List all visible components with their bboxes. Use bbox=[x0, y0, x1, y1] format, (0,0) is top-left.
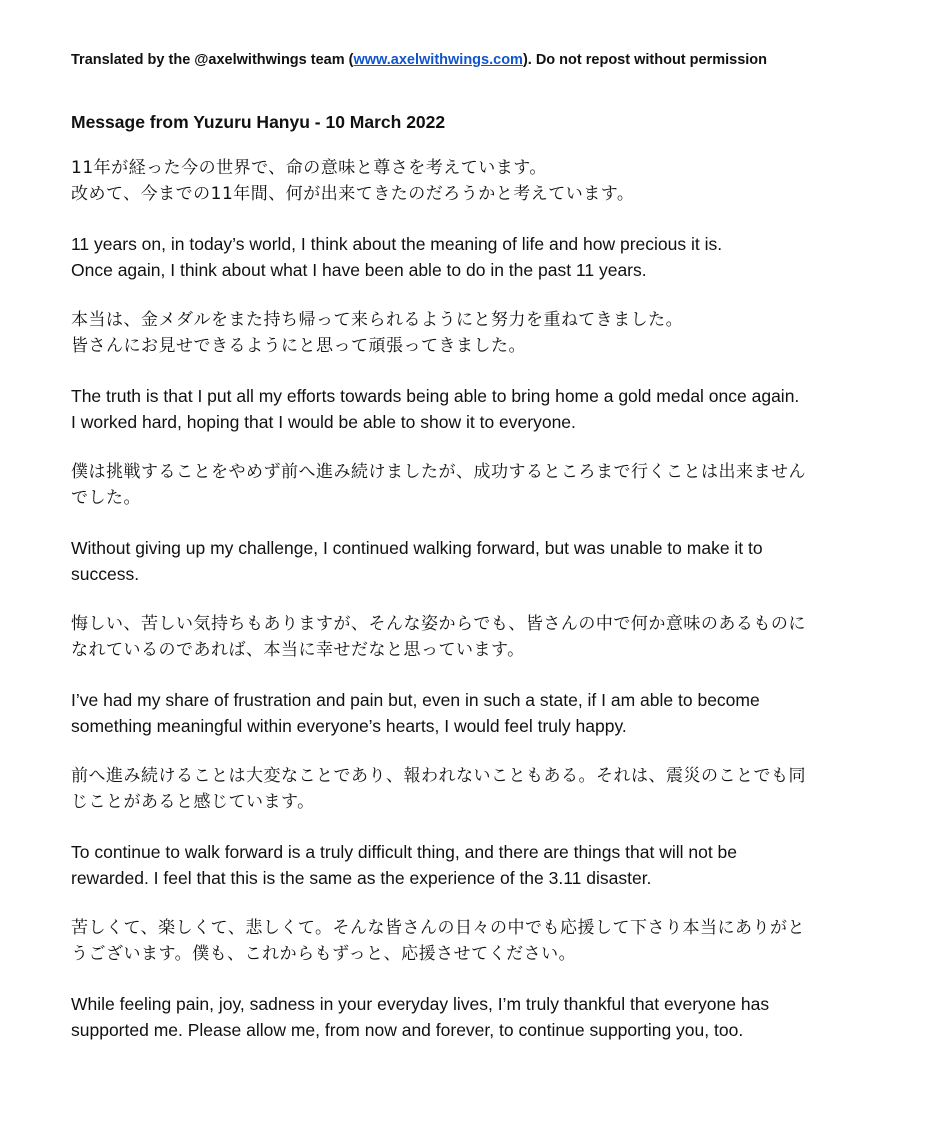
paragraph-line: うございます。僕も、これからもずっと、応援させてください。 bbox=[71, 943, 577, 964]
english-paragraph bbox=[71, 232, 891, 283]
paragraph-line: Once again, I think about what I have been able to do in the past 11 years. bbox=[71, 259, 647, 280]
paragraph-line: 本当は、金メダルをまた持ち帰って来られるようにと努力を重ねてきました。 bbox=[71, 310, 684, 330]
paragraph-line: なれているのであれば、本当に幸せだなと思っています。 bbox=[71, 639, 525, 660]
paragraph-line: 僕は挑戦することをやめず前へ進み続けましたが、成功するところまで行くことは出来ません bbox=[71, 462, 806, 482]
paragraph-line: rewarded. I feel that this is the same as the experience of the 3.11 disaster. bbox=[71, 867, 652, 888]
paragraph-line: Without giving up my challenge, I continued walking forward, but was unable to make it to bbox=[71, 538, 763, 558]
paragraph-line: The truth is that I put all my efforts towards being able to bring home a gold medal once again. bbox=[71, 386, 800, 406]
paragraph-line: 改めて、今までの11年間、何が出来てきたのだろうかと考えています。 bbox=[71, 183, 635, 204]
paragraph-line: While feeling pain, joy, sadness in your everyday lives, I’m truly thankful that everyone has bbox=[71, 994, 770, 1014]
japanese-paragraph bbox=[71, 308, 891, 359]
credit-prefix: Translated by the @axelwithwings team ( bbox=[71, 52, 354, 68]
english-paragraph bbox=[71, 688, 891, 739]
paragraph-line: I’ve had my share of frustration and pain but, even in such a state, if I am able to become bbox=[71, 690, 760, 710]
english-paragraph bbox=[71, 384, 891, 435]
document-page bbox=[71, 50, 891, 1043]
paragraph-line: something meaningful within everyone’s hearts, I would feel truly happy. bbox=[71, 715, 627, 736]
paragraph-line: I worked hard, hoping that I would be able to show it to everyone. bbox=[71, 411, 576, 432]
japanese-paragraph bbox=[71, 612, 891, 663]
japanese-paragraph bbox=[71, 156, 891, 207]
japanese-paragraph bbox=[71, 460, 891, 511]
english-paragraph bbox=[71, 536, 891, 587]
japanese-paragraph bbox=[71, 916, 891, 967]
credit-suffix: ). Do not repost without permission bbox=[522, 52, 768, 68]
paragraph-line: To continue to walk forward is a truly difficult thing, and there are things that will not be bbox=[71, 842, 738, 862]
paragraph-line: 悔しい、苦しい気持ちもありますが、そんな姿からでも、皆さんの中で何か意味のあるものに bbox=[71, 614, 806, 634]
message-title: Message from Yuzuru Hanyu - 10 March 2022 bbox=[71, 112, 446, 132]
paragraph-line: success. bbox=[71, 563, 140, 584]
paragraph-line: 11年が経った今の世界で、命の意味と尊さを考えています。 bbox=[71, 158, 547, 178]
translation-credit bbox=[71, 50, 891, 70]
paragraph-line: じことがあると感じています。 bbox=[71, 791, 315, 812]
paragraph-line: でした。 bbox=[71, 487, 141, 508]
paragraph-line: 前へ進み続けることは大変なことであり、報われないこともある。それは、震災のことでも同 bbox=[71, 766, 806, 786]
paragraph-line: 皆さんにお見せできるようにと思って頑張ってきました。 bbox=[71, 335, 526, 356]
paragraph-line: 11 years on, in today’s world, I think about the meaning of life and how precious it is. bbox=[71, 234, 723, 254]
paragraph-line: supported me. Please allow me, from now and forever, to continue supporting you, too. bbox=[71, 1019, 744, 1040]
paragraph-line: 苦しくて、楽しくて、悲しくて。そんな皆さんの日々の中でも応援して下さり本当にありがと bbox=[71, 918, 805, 938]
website-link[interactable]: www.axelwithwings.com bbox=[353, 52, 523, 68]
english-paragraph bbox=[71, 840, 891, 891]
japanese-paragraph bbox=[71, 764, 891, 815]
message-body bbox=[71, 156, 891, 1043]
english-paragraph bbox=[71, 992, 891, 1043]
